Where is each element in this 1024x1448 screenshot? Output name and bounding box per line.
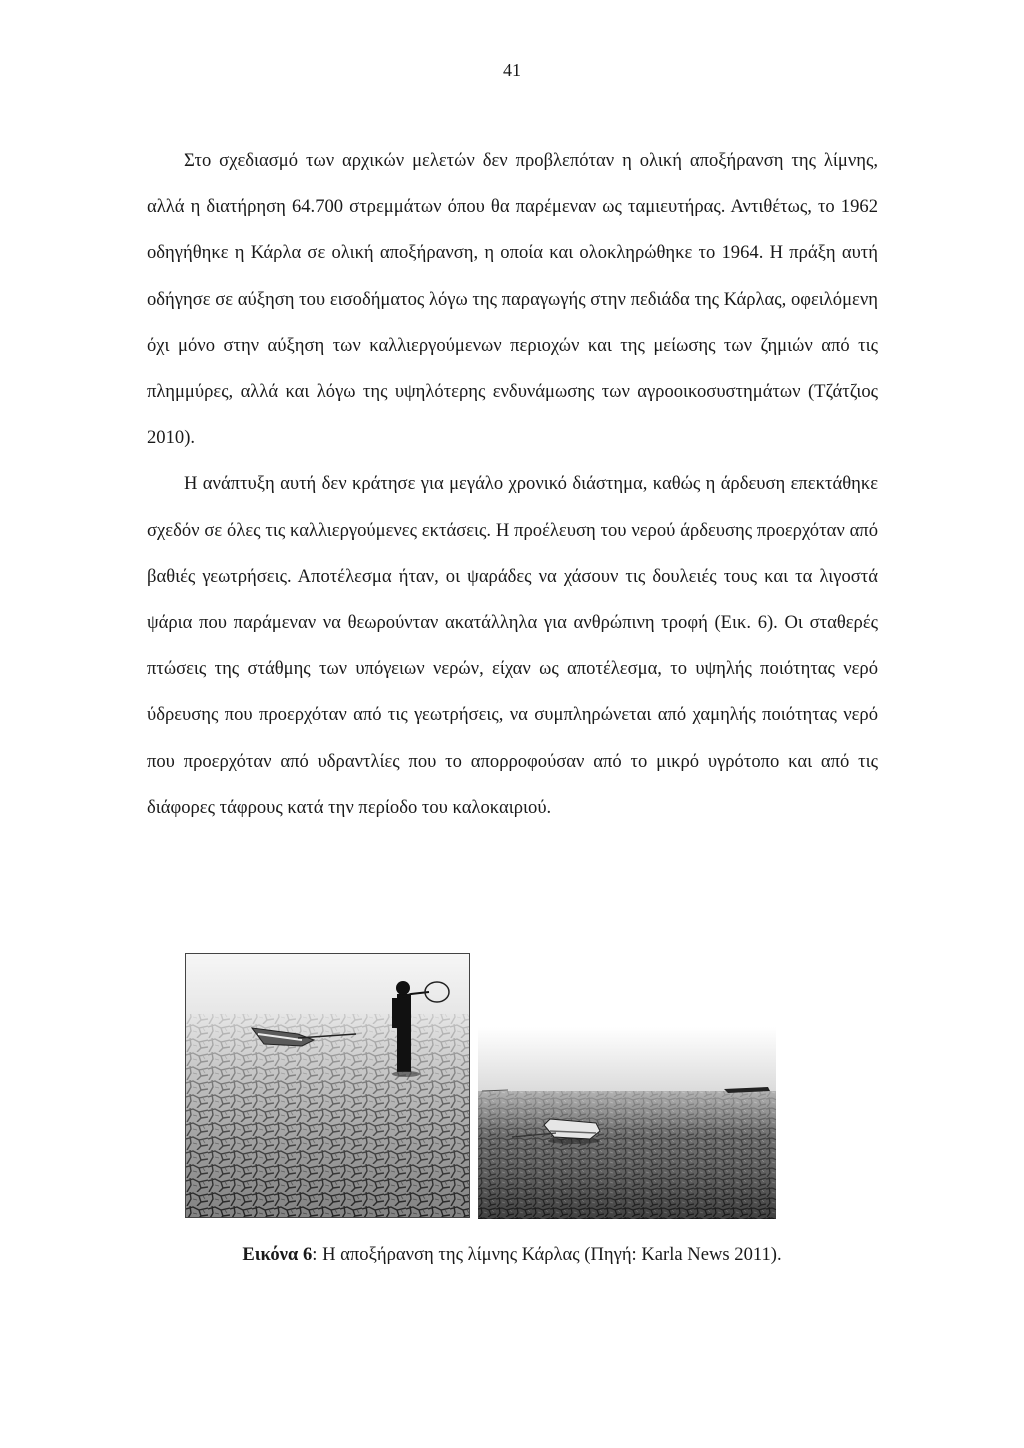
caption-text: : Η αποξήρανση της λίμνης Κάρλας (Πηγή: Karla News 2011).: [312, 1244, 782, 1265]
caption-label: Εικόνα 6: [242, 1244, 313, 1265]
photo-fisherman-cracked-lakebed: [185, 953, 470, 1218]
body-text: [147, 138, 878, 831]
figure-6: [185, 953, 780, 1221]
paragraph-2: Η ανάπτυξη αυτή δεν κράτησε για μεγάλο χρονικό διάστημα, καθώς η άρδευση επεκτάθηκε σχεδόν σε όλες τις καλλιεργούμενες εκτάσεις. Η προέλευση του νερού άρδευσης προερχόταν από βαθιές γεωτρήσεις. Αποτέλεσμα ήταν, οι ψαράδες να χάσουν τις δουλειές τους και τα λιγοστά ψάρια που παράμεναν να θεωρούνταν ακατάλληλα για ανθρώπινη τροφή (Εικ. 6). Οι σταθερές πτώσεις της στάθμης των υπόγειων νερών, είχαν ως αποτέλεσμα, το υψηλής ποιότητας νερό ύδρευσης που προερχόταν από τις γεωτρήσεις, να συμπληρώνεται από χαμηλής ποιότητας νερό που προερχόταν από υδραντλίες που το απορροφούσαν από το μικρό υγρότοπο και από τις διάφορες τάφρους κατά την περίοδο του καλοκαιριού.: [147, 473, 878, 818]
figure-caption: [0, 1244, 1024, 1266]
paragraph-1: Στο σχεδιασμό των αρχικών μελετών δεν προβλεπόταν η ολική αποξήρανση της λίμνης, αλλά η διατήρηση 64.700 στρεμμάτων όπου θα παρέμεναν ως ταμιευτήρας. Αντιθέτως, το 1962 οδηγήθηκε η Κάρλα σε ολική αποξήρανση, η οποία και ολοκληρώθηκε το 1964. Η πράξη αυτή οδήγησε σε αύξηση του εισοδήματος λόγω της παραγωγής στην πεδιάδα της Κάρλας, οφειλόμενη όχι μόνο στην αύξηση των καλλιεργούμενων περιοχών και της μείωσης των ζημιών από τις πλημμύρες, αλλά και λόγω της υψηλότερης ενδυνάμωσης των αγροοικοσυστημάτων (Τζάτζιος 2010).: [147, 150, 878, 449]
photo-boats-dry-lakebed: [478, 1027, 776, 1219]
page-number: 41: [503, 60, 521, 80]
